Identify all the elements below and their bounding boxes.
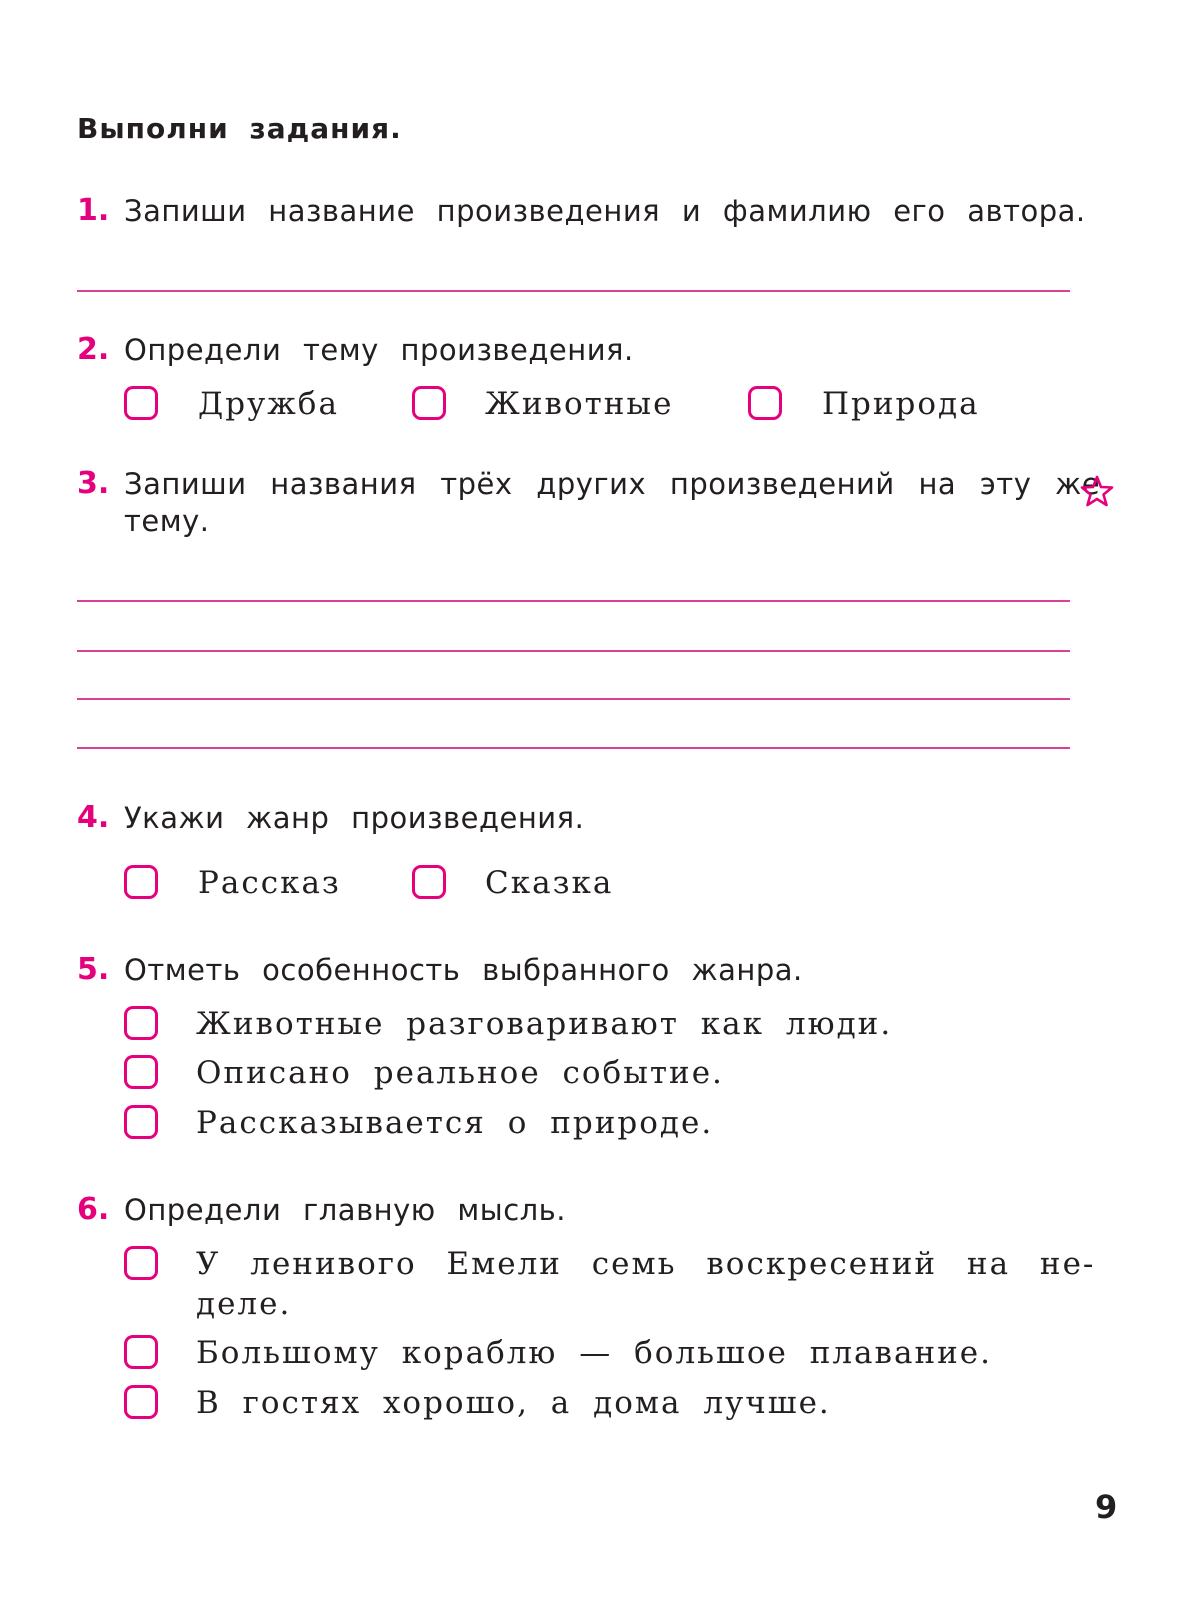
task-1-number: 1. [77, 193, 110, 228]
task-2-checkbox-3[interactable] [748, 386, 782, 420]
task-3-answer-line-3[interactable] [77, 698, 1070, 700]
task-2-text: Определи тему произведения. [124, 333, 634, 367]
task-4-checkbox-2[interactable] [412, 865, 446, 899]
task-4-option-2: Сказка [485, 865, 614, 901]
task-1-answer-line[interactable] [77, 290, 1070, 292]
task-5-number: 5. [77, 952, 110, 987]
task-3-number: 3. [77, 466, 110, 501]
page-heading: Выполни задания. [77, 112, 402, 145]
task-6-option-2: Большому кораблю — большое плавание. [196, 1335, 992, 1371]
star-icon [1080, 474, 1114, 508]
task-2-checkbox-2[interactable] [412, 386, 446, 420]
task-2-option-2: Животные [485, 386, 674, 422]
task-4-checkbox-1[interactable] [124, 865, 158, 899]
task-1-text: Запиши название произведения и фамилию его автора. [124, 194, 1086, 228]
task-3-answer-line-4[interactable] [77, 747, 1070, 749]
task-5-checkbox-1[interactable] [124, 1006, 158, 1040]
task-2-option-1: Дружба [198, 386, 339, 422]
page-number: 9 [1095, 1488, 1118, 1526]
task-2-checkbox-1[interactable] [124, 386, 158, 420]
task-3-text-line-1: Запиши названия трёх других произведений на эту же [124, 467, 1101, 501]
task-6-number: 6. [77, 1192, 110, 1227]
task-4-option-1: Рассказ [198, 865, 341, 901]
task-6-option-3: В гостях хорошо, а дома лучше. [196, 1385, 831, 1421]
task-5-option-3: Рассказывается о природе. [196, 1105, 714, 1141]
task-2-number: 2. [77, 332, 110, 367]
task-6-option-1-line-1: У ленивого Емели семь воскресений на не- [196, 1246, 1096, 1282]
task-5-option-2: Описано реальное событие. [196, 1055, 724, 1091]
task-4-number: 4. [77, 800, 110, 835]
task-3-answer-line-1[interactable] [77, 600, 1070, 602]
task-6-option-1-line-2: деле. [196, 1286, 292, 1322]
task-6-checkbox-1[interactable] [124, 1246, 158, 1280]
task-3-answer-line-2[interactable] [77, 650, 1070, 652]
task-6-checkbox-2[interactable] [124, 1335, 158, 1369]
task-4-text: Укажи жанр произведения. [124, 801, 585, 835]
task-5-checkbox-3[interactable] [124, 1105, 158, 1139]
task-6-text: Определи главную мысль. [124, 1193, 566, 1227]
task-5-option-1: Животные разговаривают как люди. [196, 1006, 893, 1042]
task-6-checkbox-3[interactable] [124, 1385, 158, 1419]
task-5-checkbox-2[interactable] [124, 1055, 158, 1089]
task-2-option-3: Природа [822, 386, 980, 422]
task-3-text-line-2: тему. [124, 504, 210, 538]
task-5-text: Отметь особенность выбранного жанра. [124, 953, 803, 987]
